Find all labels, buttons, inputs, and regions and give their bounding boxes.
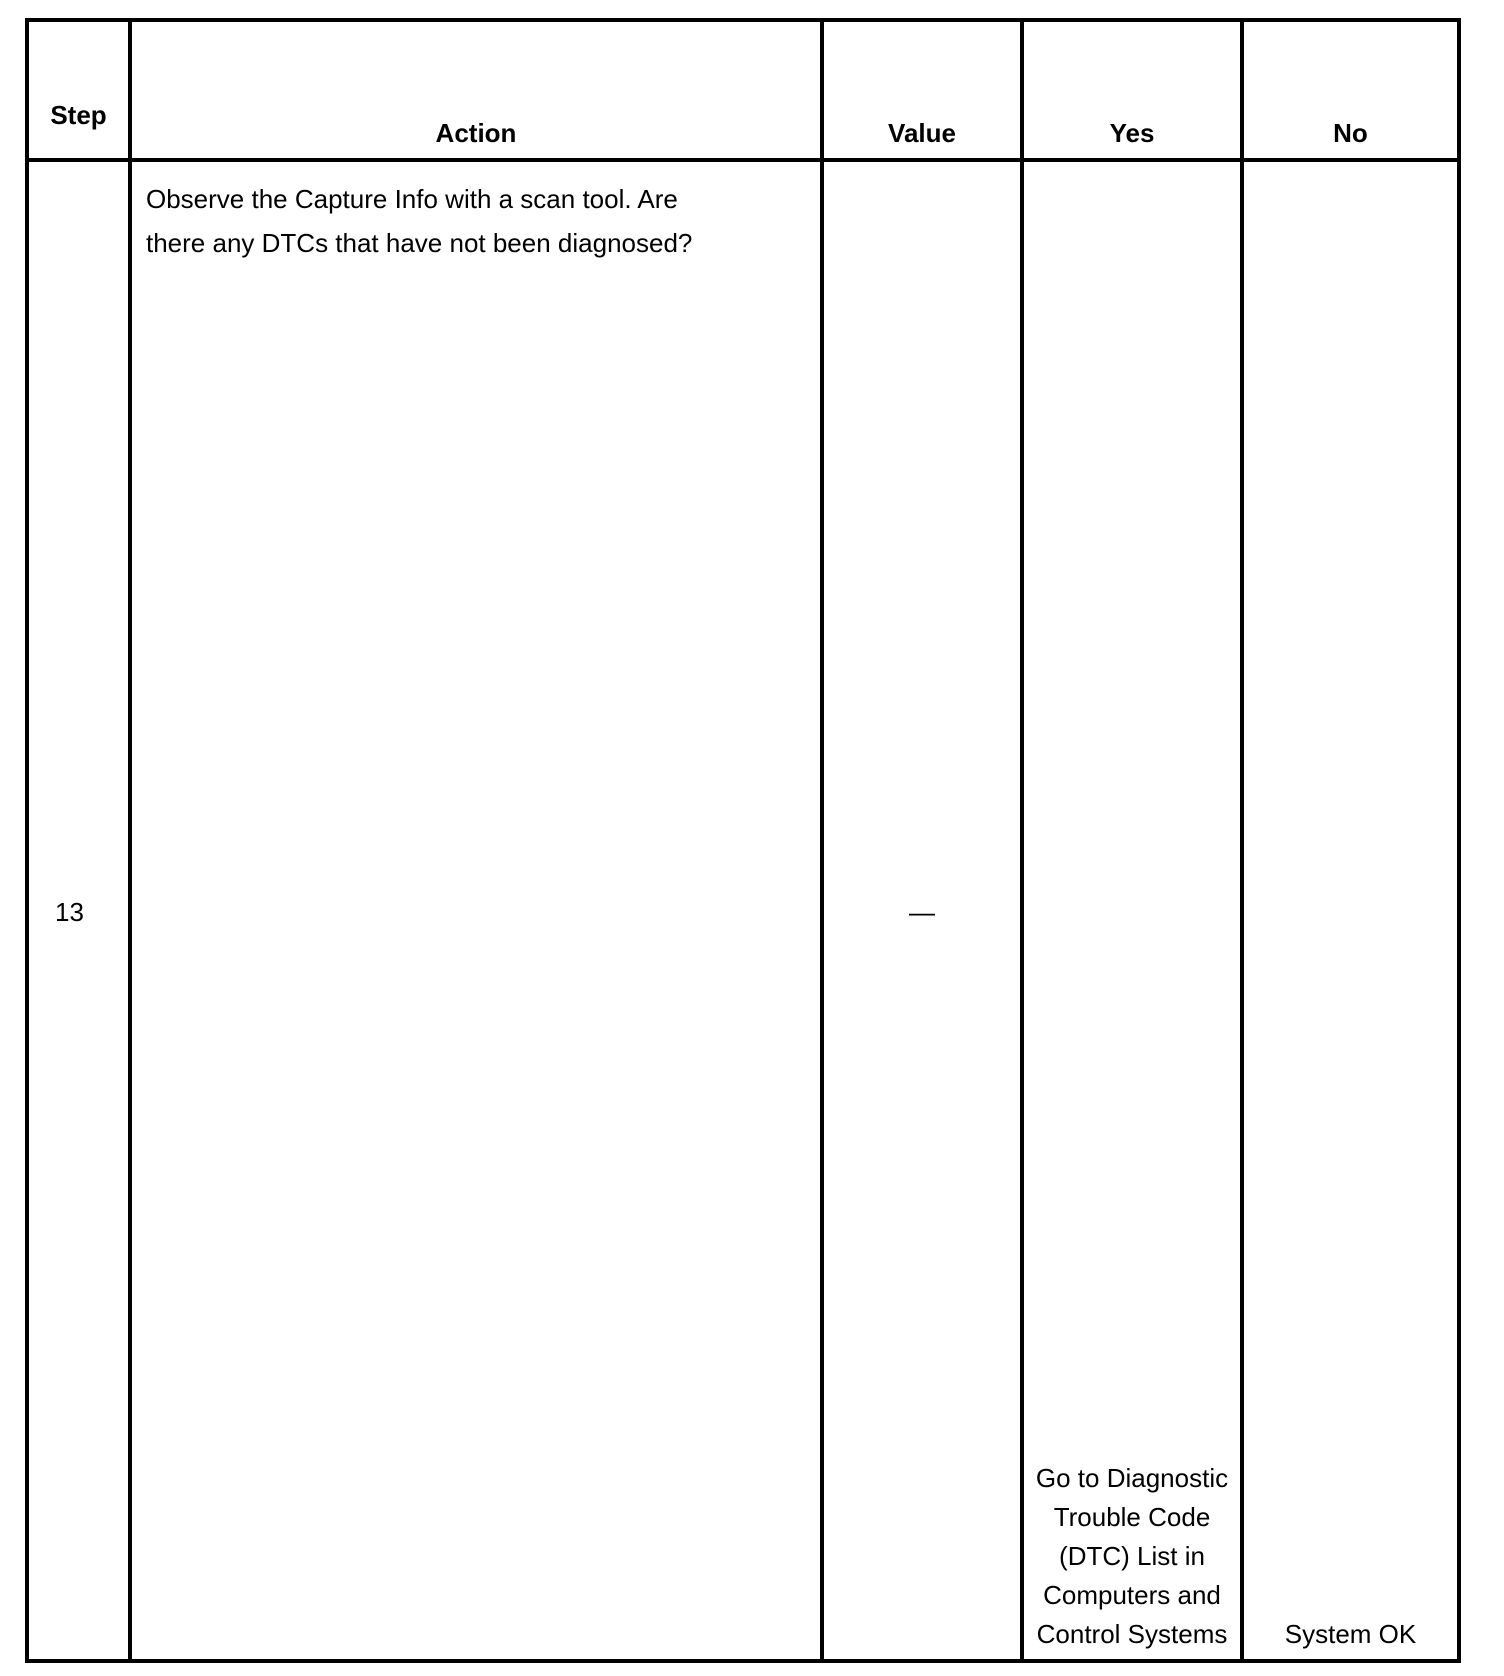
column-divider [820, 22, 824, 1659]
yes-line: (DTC) List in [1059, 1541, 1205, 1571]
header-yes: Yes [1109, 118, 1155, 148]
yes-line: Trouble Code [1053, 1502, 1211, 1532]
value-text: — [909, 897, 935, 927]
column-divider [1020, 22, 1024, 1659]
header-no: No [1333, 118, 1368, 148]
diagnostic-table [25, 18, 1461, 1663]
action-text [146, 177, 816, 265]
column-divider [128, 22, 132, 1659]
yes-action-link[interactable] [1024, 1459, 1240, 1654]
header-step: Step [50, 100, 107, 130]
action-line: Observe the Capture Info with a scan tool. Are [146, 184, 678, 214]
step-number: 13 [55, 897, 84, 927]
yes-line: Computers and [1043, 1580, 1221, 1610]
yes-line: Go to Diagnostic [1035, 1463, 1229, 1493]
no-result-text: System OK [1284, 1619, 1417, 1649]
header-value: Value [888, 118, 956, 148]
action-line: there any DTCs that have not been diagnosed? [146, 228, 693, 258]
header-action: Action [435, 118, 517, 148]
yes-line: Control Systems [1036, 1619, 1228, 1649]
header-divider [29, 158, 1457, 162]
column-divider [1240, 22, 1244, 1659]
